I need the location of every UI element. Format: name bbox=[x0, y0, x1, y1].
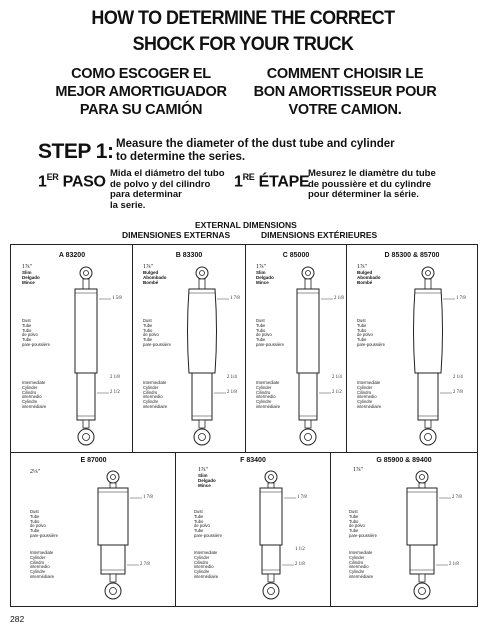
etape-text-line: pour déterminer la série. bbox=[308, 189, 419, 200]
shock-drawing bbox=[246, 245, 346, 452]
dust-tube-label-line: Dust bbox=[194, 509, 203, 514]
dust-tube bbox=[98, 488, 128, 545]
dust-tube-label-line: pare-poussière bbox=[194, 532, 222, 538]
dust-tube-label-line: Tube bbox=[30, 513, 40, 519]
dimension-label: 2 1/2 bbox=[110, 390, 120, 395]
cylinder-label-line: intermedio bbox=[30, 564, 50, 570]
step-text-line: Measure the diameter of the dust tube and cylinder bbox=[116, 138, 395, 150]
page-number: 282 bbox=[10, 614, 25, 624]
dust-tube-label bbox=[143, 319, 171, 348]
type-fr: Bombé bbox=[143, 280, 159, 285]
cylinder-label-line: intermedio bbox=[256, 394, 276, 400]
paso-label bbox=[38, 172, 106, 191]
dust-tube-label-line: de polvo bbox=[22, 332, 38, 338]
cylinder-label-line: Cilindro bbox=[143, 389, 158, 395]
dust-tube-label-line: de polvo bbox=[349, 523, 365, 529]
type-en: Slim bbox=[198, 473, 208, 478]
etape-superscript: RE bbox=[242, 172, 255, 182]
dimension-label: 1 1/2 bbox=[295, 547, 305, 552]
type-en: Bulged bbox=[357, 270, 373, 275]
dimension-label: 2 1/4 bbox=[453, 375, 463, 380]
dust-tube-label bbox=[349, 510, 377, 539]
dust-tube-label-line: Tube bbox=[194, 528, 204, 534]
diameter-fraction: 1⅞" bbox=[143, 264, 153, 270]
french-title bbox=[245, 65, 445, 119]
dust-tube-label-line: Tube bbox=[22, 322, 32, 328]
model-label: B 83300 bbox=[175, 252, 203, 259]
dimension-label: 1 5/8 bbox=[112, 296, 122, 301]
paso-superscript: ER bbox=[46, 172, 59, 182]
cylinder-label-line: intermédiaire bbox=[194, 573, 219, 579]
cylinder-label-line: Intermediate bbox=[357, 380, 381, 385]
dust-tube-label-line: pare-poussière bbox=[22, 341, 50, 347]
top-mount-bushing bbox=[84, 271, 89, 276]
dimension-label: 1 7/8 bbox=[230, 296, 240, 301]
diameter-fraction: 1⅞" bbox=[256, 264, 266, 270]
dust-tube-label-line: Tubo bbox=[349, 518, 359, 524]
etape-label bbox=[234, 172, 309, 191]
cylinder-label-line: intermédiaire bbox=[349, 573, 374, 579]
model-label: A 83200 bbox=[58, 252, 86, 259]
top-mount-bushing bbox=[420, 475, 425, 480]
dimension-label: 2 1/8 bbox=[334, 296, 344, 301]
model-label: D 85300 & 85700 bbox=[384, 252, 440, 259]
shock-drawing bbox=[12, 245, 132, 452]
diameter-fraction: 1⅞" bbox=[353, 467, 363, 473]
step-text-line: to determine the series. bbox=[116, 151, 246, 163]
shock-panel bbox=[176, 453, 330, 606]
cylinder-label-line: Cilindro bbox=[30, 559, 45, 565]
dust-tube-label-line: pare-poussière bbox=[349, 532, 377, 538]
dust-tube-label-line: Tubo bbox=[256, 327, 266, 333]
dimension-label: 1 7/8 bbox=[297, 495, 307, 500]
type-fr: Mince bbox=[256, 280, 269, 285]
dust-tube-label-line: Tubo bbox=[30, 518, 40, 524]
dust-tube-label-line: Tube bbox=[143, 322, 153, 328]
dust-tube-label-line: Tubo bbox=[22, 327, 32, 333]
cylinder-label-line: Intermediate bbox=[256, 380, 280, 385]
intermediate-cylinder bbox=[77, 373, 95, 420]
top-mount-eye bbox=[302, 267, 314, 279]
spanish-title-line: PARA SU CAMIÓN bbox=[79, 102, 203, 118]
dust-tube-label-line: de polvo bbox=[357, 332, 373, 338]
diameter-fraction: 1⅞" bbox=[357, 264, 367, 270]
bottom-mount-bushing bbox=[268, 588, 275, 595]
dust-tube-label-line: Dust bbox=[256, 318, 265, 323]
intermediate-cylinder bbox=[192, 373, 212, 420]
dust-tube-label-line: pare-poussière bbox=[357, 341, 385, 347]
cylinder-label-line: intermedio bbox=[194, 564, 214, 570]
dust-tube-label-line: Tube bbox=[357, 337, 367, 343]
shock-panel bbox=[12, 245, 132, 452]
cylinder-label bbox=[194, 551, 218, 580]
cylinder-label-line: Cylindre bbox=[194, 569, 210, 575]
dust-tube bbox=[188, 289, 217, 373]
external-dimensions-spanish: DIMENSIONES EXTERNAS bbox=[122, 230, 231, 240]
model-label: F 83400 bbox=[240, 457, 266, 464]
bottom-mount-bushing bbox=[83, 434, 90, 441]
bottom-stem bbox=[419, 574, 425, 582]
cylinder-label-line: intermédiaire bbox=[30, 573, 55, 579]
cylinder-label-line: intermedio bbox=[349, 564, 369, 570]
dimension-label: 2 1/2 bbox=[332, 390, 342, 395]
dust-tube bbox=[260, 488, 282, 545]
intermediate-cylinder bbox=[299, 373, 317, 420]
dust-tube-label-line: Tubo bbox=[357, 327, 367, 333]
dust-tube bbox=[407, 488, 437, 545]
divider bbox=[477, 244, 478, 606]
dimension-label: 2 1/4 bbox=[332, 375, 342, 380]
dust-tube-label-line: Tube bbox=[143, 337, 153, 343]
dust-tube-label-line: Dust bbox=[357, 318, 366, 323]
etape-text-line: Mesurez le diamètre du tube bbox=[308, 168, 436, 179]
paso-number: 1 bbox=[38, 173, 47, 191]
cylinder-label-line: intermédiaire bbox=[22, 403, 47, 409]
diameter-fraction: 1⅞" bbox=[198, 467, 208, 473]
cylinder-label-line: Intermediate bbox=[194, 550, 218, 555]
dust-tube-label bbox=[194, 510, 222, 539]
top-mount-eye bbox=[80, 267, 92, 279]
paso-text-line: para determinar bbox=[110, 189, 182, 200]
dust-tube-label-line: Tube bbox=[256, 322, 266, 328]
model-label: G 85900 & 89400 bbox=[376, 457, 432, 464]
bottom-stem bbox=[83, 420, 89, 428]
dust-tube-label-line: Tube bbox=[194, 513, 204, 519]
cylinder-label-line: Intermediate bbox=[349, 550, 373, 555]
cylinder-label-line: Cylindre bbox=[357, 399, 373, 405]
bottom-mount-eye bbox=[420, 429, 436, 445]
spanish-title-line: COMO ESCOGER EL bbox=[71, 66, 211, 82]
top-mount-bushing bbox=[111, 475, 116, 480]
top-stem bbox=[268, 483, 274, 488]
top-stem bbox=[83, 279, 89, 289]
cylinder-label-line: intermedio bbox=[357, 394, 377, 400]
intermediate-cylinder bbox=[418, 373, 438, 420]
page-title: HOW TO DETERMINE THE CORRECT bbox=[91, 7, 395, 29]
top-mount-eye bbox=[265, 471, 277, 483]
top-mount-eye bbox=[416, 471, 428, 483]
cylinder-label-line: intermedio bbox=[22, 394, 42, 400]
type-es: Delgado bbox=[198, 478, 216, 483]
cylinder-label-line: Intermediate bbox=[143, 380, 167, 385]
type-en: Slim bbox=[256, 270, 266, 275]
intermediate-cylinder bbox=[410, 545, 434, 574]
shock-panel bbox=[133, 245, 245, 452]
type-fr: Mince bbox=[198, 483, 211, 488]
model-label: E 87000 bbox=[80, 457, 107, 464]
dimension-label: 2 1/8 bbox=[110, 375, 120, 380]
spanish-title bbox=[46, 65, 236, 119]
cylinder-label-line: Cilindro bbox=[22, 389, 37, 395]
bottom-mount-bushing bbox=[305, 434, 312, 441]
cylinder-label-line: intermédiaire bbox=[256, 403, 281, 409]
bottom-mount-eye bbox=[263, 583, 279, 599]
cylinder-label bbox=[357, 381, 381, 410]
paso-word: PASO bbox=[62, 173, 106, 191]
cylinder-label-line: Cylinder bbox=[194, 554, 210, 560]
dimension-label: 1 7/8 bbox=[456, 296, 466, 301]
bottom-mount-bushing bbox=[425, 434, 432, 441]
cylinder-label-line: intermédiaire bbox=[357, 403, 382, 409]
step-text bbox=[116, 138, 395, 164]
type-en: Slim bbox=[22, 270, 32, 275]
diameter-fraction: 2⅛" bbox=[30, 469, 40, 475]
cylinder-label bbox=[22, 381, 46, 410]
bottom-stem bbox=[268, 574, 274, 582]
cylinder-label-line: Cylindre bbox=[143, 399, 159, 405]
cylinder-label bbox=[349, 551, 373, 580]
top-stem bbox=[110, 483, 116, 488]
dimension-label: 2 7/8 bbox=[453, 390, 463, 395]
dust-tube-label bbox=[357, 319, 385, 348]
top-mount-bushing bbox=[269, 475, 274, 480]
shock-panel bbox=[347, 245, 477, 452]
bottom-mount-bushing bbox=[110, 588, 117, 595]
shock-panel bbox=[331, 453, 477, 606]
paso-text bbox=[110, 169, 225, 211]
dust-tube-label-line: Tube bbox=[30, 528, 40, 534]
cylinder-label-line: intermedio bbox=[143, 394, 163, 400]
bottom-mount-eye bbox=[300, 429, 316, 445]
top-mount-eye bbox=[196, 267, 208, 279]
dimension-label: 2 1/8 bbox=[449, 562, 459, 567]
cylinder-label-line: Cylinder bbox=[357, 384, 373, 390]
external-dimensions-title: EXTERNAL DIMENSIONS bbox=[195, 220, 297, 230]
french-title-line: BON AMORTISSEUR POUR bbox=[253, 84, 437, 100]
spanish-title-line: MEJOR AMORTIGUADOR bbox=[55, 84, 227, 100]
french-title-line: COMMENT CHOISIR LE bbox=[266, 66, 424, 82]
cylinder-label-line: Cylindre bbox=[30, 569, 46, 575]
cylinder-label-line: Cilindro bbox=[357, 389, 372, 395]
dust-tube-label-line: Dust bbox=[349, 509, 358, 514]
cylinder-label-line: Intermediate bbox=[22, 380, 46, 385]
dust-tube bbox=[75, 289, 97, 373]
french-title-line: VOTRE CAMION. bbox=[288, 102, 402, 118]
dust-tube-label-line: pare-poussière bbox=[143, 341, 171, 347]
bottom-stem bbox=[305, 420, 311, 428]
cylinder-label-line: Cylindre bbox=[256, 399, 272, 405]
divider bbox=[10, 606, 478, 607]
divider bbox=[10, 244, 11, 606]
paso-text-line: de polvo y del cilindro bbox=[110, 178, 211, 190]
dust-tube-label-line: pare-poussière bbox=[30, 532, 58, 538]
cylinder-label bbox=[143, 381, 167, 410]
paso-text-line: la serie. bbox=[110, 199, 146, 211]
type-es: Abombado bbox=[357, 275, 381, 280]
dust-tube-label-line: Dust bbox=[22, 318, 31, 323]
diameter-fraction: 1⅞" bbox=[22, 264, 32, 270]
cylinder-label-line: Cylindre bbox=[22, 399, 38, 405]
dust-tube bbox=[297, 289, 319, 373]
intermediate-cylinder bbox=[101, 545, 125, 574]
dust-tube-label-line: Tube bbox=[22, 337, 32, 343]
intermediate-cylinder bbox=[262, 545, 280, 574]
step-label: STEP 1: bbox=[38, 140, 114, 163]
paso-text-line: Mida el diámetro del tubo bbox=[110, 168, 225, 179]
cylinder-label-line: Cilindro bbox=[349, 559, 364, 565]
dimension-label: 2 7/8 bbox=[140, 562, 150, 567]
dust-tube-label bbox=[22, 319, 50, 348]
dimension-label: 1 7/8 bbox=[143, 495, 153, 500]
top-stem bbox=[199, 279, 205, 289]
type-es: Abombado bbox=[143, 275, 167, 280]
bottom-mount-eye bbox=[78, 429, 94, 445]
cylinder-label-line: Cilindro bbox=[256, 389, 271, 395]
type-fr: Bombé bbox=[357, 280, 373, 285]
cylinder-label-line: Cylinder bbox=[22, 384, 38, 390]
dust-tube-label-line: de polvo bbox=[30, 523, 46, 529]
bottom-mount-eye bbox=[194, 429, 210, 445]
external-dimensions-french: DIMENSIONS EXTÉRIEURES bbox=[261, 230, 378, 240]
etape-word: ÉTAPE bbox=[258, 173, 310, 191]
etape-number: 1 bbox=[234, 173, 243, 191]
dust-tube-label-line: Tube bbox=[349, 513, 359, 519]
bottom-stem bbox=[425, 420, 431, 428]
dimension-label: 2 1/4 bbox=[227, 375, 237, 380]
bottom-stem bbox=[110, 574, 116, 582]
shock-drawing bbox=[347, 245, 477, 452]
dust-tube-label bbox=[256, 319, 284, 348]
type-es: Delgado bbox=[256, 275, 274, 280]
dust-tube-label-line: Dust bbox=[143, 318, 152, 323]
cylinder-label bbox=[30, 551, 54, 580]
dimension-label: 2 7/8 bbox=[452, 495, 462, 500]
dust-tube-label-line: de polvo bbox=[143, 332, 159, 338]
etape-text-line: de poussière et du cylindre bbox=[308, 178, 432, 190]
top-stem bbox=[419, 483, 425, 488]
dust-tube-label-line: Tubo bbox=[143, 327, 153, 333]
bottom-mount-bushing bbox=[199, 434, 206, 441]
type-es: Delgado bbox=[22, 275, 40, 280]
shock-panel bbox=[12, 453, 175, 606]
dust-tube-label-line: Tube bbox=[349, 528, 359, 534]
top-mount-bushing bbox=[306, 271, 311, 276]
dimension-label: 2 1/8 bbox=[227, 390, 237, 395]
cylinder-label-line: Cylinder bbox=[256, 384, 272, 390]
top-mount-bushing bbox=[200, 271, 205, 276]
top-stem bbox=[305, 279, 311, 289]
model-label: C 85000 bbox=[282, 252, 310, 259]
page-title-line2: SHOCK FOR YOUR TRUCK bbox=[132, 33, 354, 55]
cylinder-label-line: Intermediate bbox=[30, 550, 54, 555]
cylinder-label-line: Cylinder bbox=[349, 554, 365, 560]
shock-drawing bbox=[133, 245, 245, 452]
top-mount-bushing bbox=[426, 271, 431, 276]
cylinder-label-line: Cilindro bbox=[194, 559, 209, 565]
bottom-mount-eye bbox=[105, 583, 121, 599]
dust-tube-label-line: Tube bbox=[357, 322, 367, 328]
type-en: Bulged bbox=[143, 270, 159, 275]
cylinder-label-line: Cylinder bbox=[30, 554, 46, 560]
dust-tube-label-line: de polvo bbox=[256, 332, 272, 338]
shock-panel bbox=[246, 245, 346, 452]
dust-tube-label-line: Dust bbox=[30, 509, 39, 514]
cylinder-label bbox=[256, 381, 280, 410]
cylinder-label-line: Cylinder bbox=[143, 384, 159, 390]
dust-tube-label-line: Tubo bbox=[194, 518, 204, 524]
etape-text bbox=[308, 169, 436, 201]
dust-tube-label-line: de polvo bbox=[194, 523, 210, 529]
dust-tube bbox=[414, 289, 443, 373]
top-mount-eye bbox=[422, 267, 434, 279]
dust-tube-label-line: Tube bbox=[256, 337, 266, 343]
bottom-mount-eye bbox=[414, 583, 430, 599]
top-mount-eye bbox=[107, 471, 119, 483]
cylinder-label-line: intermédiaire bbox=[143, 403, 168, 409]
bottom-stem bbox=[199, 420, 205, 428]
type-fr: Mince bbox=[22, 280, 35, 285]
cylinder-label-line: Cylindre bbox=[349, 569, 365, 575]
dimension-label: 2 1/8 bbox=[295, 562, 305, 567]
bottom-mount-bushing bbox=[419, 588, 426, 595]
dust-tube-label-line: pare-poussière bbox=[256, 341, 284, 347]
dust-tube-label bbox=[30, 510, 58, 539]
top-stem bbox=[425, 279, 431, 289]
